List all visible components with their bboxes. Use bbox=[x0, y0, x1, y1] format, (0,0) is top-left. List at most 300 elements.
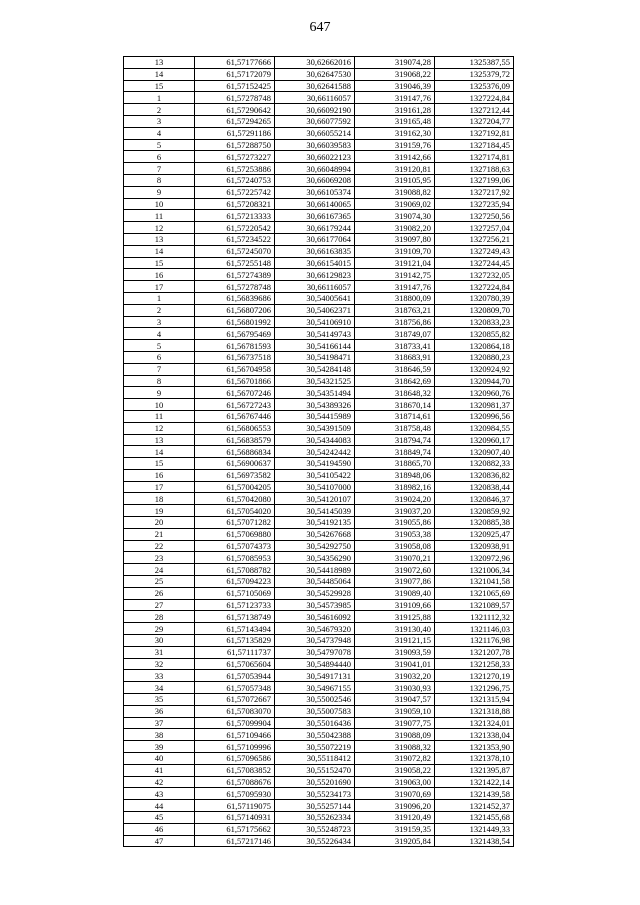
latitude-cell: 61,57152425 bbox=[195, 80, 275, 92]
point-number-cell: 2 bbox=[124, 104, 195, 116]
x-coordinate-cell: 319072,60 bbox=[355, 564, 435, 576]
longitude-cell: 30,54105422 bbox=[275, 469, 355, 481]
x-coordinate-cell: 318648,32 bbox=[355, 387, 435, 399]
latitude-cell: 61,57217146 bbox=[195, 835, 275, 847]
y-coordinate-cell: 1320885,38 bbox=[435, 517, 514, 529]
y-coordinate-cell: 1321439,58 bbox=[435, 788, 514, 800]
point-number-cell: 17 bbox=[124, 281, 195, 293]
table-row bbox=[124, 80, 514, 92]
x-coordinate-cell: 318733,41 bbox=[355, 340, 435, 352]
latitude-cell: 61,57208321 bbox=[195, 198, 275, 210]
point-number-cell: 15 bbox=[124, 458, 195, 470]
point-number-cell: 16 bbox=[124, 469, 195, 481]
latitude-cell: 61,57105069 bbox=[195, 587, 275, 599]
y-coordinate-cell: 1320960,76 bbox=[435, 387, 514, 399]
latitude-cell: 61,57172079 bbox=[195, 68, 275, 80]
y-coordinate-cell: 1327199,06 bbox=[435, 174, 514, 186]
x-coordinate-cell: 319063,00 bbox=[355, 776, 435, 788]
x-coordinate-cell: 319032,20 bbox=[355, 670, 435, 682]
x-coordinate-cell: 319069,02 bbox=[355, 198, 435, 210]
longitude-cell: 30,54005641 bbox=[275, 292, 355, 304]
point-number-cell: 29 bbox=[124, 623, 195, 635]
point-number-cell: 14 bbox=[124, 446, 195, 458]
y-coordinate-cell: 1321452,37 bbox=[435, 800, 514, 812]
table-row bbox=[124, 635, 514, 647]
latitude-cell: 61,57225742 bbox=[195, 186, 275, 198]
x-coordinate-cell: 319089,40 bbox=[355, 587, 435, 599]
y-coordinate-cell: 1320780,39 bbox=[435, 292, 514, 304]
x-coordinate-cell: 319165,48 bbox=[355, 115, 435, 127]
x-coordinate-cell: 319161,28 bbox=[355, 104, 435, 116]
point-number-cell: 10 bbox=[124, 399, 195, 411]
y-coordinate-cell: 1327212,44 bbox=[435, 104, 514, 116]
longitude-cell: 30,54351494 bbox=[275, 387, 355, 399]
point-number-cell: 26 bbox=[124, 587, 195, 599]
y-coordinate-cell: 1320836,82 bbox=[435, 469, 514, 481]
y-coordinate-cell: 1320838,44 bbox=[435, 481, 514, 493]
table-row bbox=[124, 446, 514, 458]
latitude-cell: 61,57234522 bbox=[195, 233, 275, 245]
table-row bbox=[124, 623, 514, 635]
table-row bbox=[124, 198, 514, 210]
x-coordinate-cell: 319109,70 bbox=[355, 245, 435, 257]
table-row bbox=[124, 682, 514, 694]
longitude-cell: 30,54149743 bbox=[275, 328, 355, 340]
x-coordinate-cell: 319088,32 bbox=[355, 741, 435, 753]
point-number-cell: 18 bbox=[124, 493, 195, 505]
latitude-cell: 61,57291186 bbox=[195, 127, 275, 139]
table-row bbox=[124, 351, 514, 363]
latitude-cell: 61,57245070 bbox=[195, 245, 275, 257]
x-coordinate-cell: 318749,07 bbox=[355, 328, 435, 340]
point-number-cell: 9 bbox=[124, 387, 195, 399]
latitude-cell: 61,56707246 bbox=[195, 387, 275, 399]
point-number-cell: 7 bbox=[124, 163, 195, 175]
y-coordinate-cell: 1320984,55 bbox=[435, 422, 514, 434]
table-row bbox=[124, 517, 514, 529]
y-coordinate-cell: 1321338,04 bbox=[435, 729, 514, 741]
latitude-cell: 61,57288750 bbox=[195, 139, 275, 151]
x-coordinate-cell: 319053,38 bbox=[355, 528, 435, 540]
table-row bbox=[124, 410, 514, 422]
longitude-cell: 30,66129823 bbox=[275, 269, 355, 281]
latitude-cell: 61,57240753 bbox=[195, 174, 275, 186]
longitude-cell: 30,54120107 bbox=[275, 493, 355, 505]
latitude-cell: 61,56727243 bbox=[195, 399, 275, 411]
x-coordinate-cell: 319147,76 bbox=[355, 281, 435, 293]
table-row bbox=[124, 587, 514, 599]
y-coordinate-cell: 1321258,33 bbox=[435, 658, 514, 670]
x-coordinate-cell: 319058,22 bbox=[355, 764, 435, 776]
longitude-cell: 30,66140065 bbox=[275, 198, 355, 210]
longitude-cell: 30,66105374 bbox=[275, 186, 355, 198]
longitude-cell: 30,54391509 bbox=[275, 422, 355, 434]
point-number-cell: 23 bbox=[124, 552, 195, 564]
point-number-cell: 24 bbox=[124, 564, 195, 576]
point-number-cell: 12 bbox=[124, 222, 195, 234]
x-coordinate-cell: 318670,14 bbox=[355, 399, 435, 411]
x-coordinate-cell: 319130,40 bbox=[355, 623, 435, 635]
x-coordinate-cell: 319070,21 bbox=[355, 552, 435, 564]
latitude-cell: 61,56801992 bbox=[195, 316, 275, 328]
table-row bbox=[124, 646, 514, 658]
table-row bbox=[124, 717, 514, 729]
table-row bbox=[124, 422, 514, 434]
x-coordinate-cell: 319121,15 bbox=[355, 635, 435, 647]
longitude-cell: 30,54917131 bbox=[275, 670, 355, 682]
latitude-cell: 61,57083070 bbox=[195, 705, 275, 717]
y-coordinate-cell: 1320846,37 bbox=[435, 493, 514, 505]
table-row bbox=[124, 233, 514, 245]
longitude-cell: 30,55234173 bbox=[275, 788, 355, 800]
longitude-cell: 30,54485064 bbox=[275, 576, 355, 588]
point-number-cell: 5 bbox=[124, 340, 195, 352]
point-number-cell: 4 bbox=[124, 127, 195, 139]
point-number-cell: 36 bbox=[124, 705, 195, 717]
longitude-cell: 30,54166144 bbox=[275, 340, 355, 352]
page-number: 647 bbox=[309, 20, 331, 35]
point-number-cell: 3 bbox=[124, 316, 195, 328]
longitude-cell: 30,66116057 bbox=[275, 281, 355, 293]
point-number-cell: 6 bbox=[124, 151, 195, 163]
coordinates-table bbox=[123, 56, 514, 847]
y-coordinate-cell: 1321006,34 bbox=[435, 564, 514, 576]
x-coordinate-cell: 318758,48 bbox=[355, 422, 435, 434]
point-number-cell: 41 bbox=[124, 764, 195, 776]
latitude-cell: 61,57088676 bbox=[195, 776, 275, 788]
longitude-cell: 30,54284148 bbox=[275, 363, 355, 375]
table-row bbox=[124, 375, 514, 387]
x-coordinate-cell: 319109,66 bbox=[355, 599, 435, 611]
point-number-cell: 33 bbox=[124, 670, 195, 682]
longitude-cell: 30,54145039 bbox=[275, 505, 355, 517]
point-number-cell: 4 bbox=[124, 328, 195, 340]
point-number-cell: 7 bbox=[124, 363, 195, 375]
x-coordinate-cell: 318794,74 bbox=[355, 434, 435, 446]
latitude-cell: 61,57278748 bbox=[195, 281, 275, 293]
point-number-cell: 13 bbox=[124, 233, 195, 245]
latitude-cell: 61,56737518 bbox=[195, 351, 275, 363]
table-row bbox=[124, 104, 514, 116]
y-coordinate-cell: 1320907,40 bbox=[435, 446, 514, 458]
table-row bbox=[124, 387, 514, 399]
longitude-cell: 30,66116057 bbox=[275, 92, 355, 104]
table-row bbox=[124, 245, 514, 257]
point-number-cell: 28 bbox=[124, 611, 195, 623]
coordinates-table-body bbox=[124, 57, 514, 847]
latitude-cell: 61,57083852 bbox=[195, 764, 275, 776]
table-row bbox=[124, 823, 514, 835]
y-coordinate-cell: 1327188,63 bbox=[435, 163, 514, 175]
table-row bbox=[124, 469, 514, 481]
y-coordinate-cell: 1320925,47 bbox=[435, 528, 514, 540]
x-coordinate-cell: 319162,30 bbox=[355, 127, 435, 139]
y-coordinate-cell: 1321296,75 bbox=[435, 682, 514, 694]
x-coordinate-cell: 319030,93 bbox=[355, 682, 435, 694]
longitude-cell: 30,66154015 bbox=[275, 257, 355, 269]
point-number-cell: 2 bbox=[124, 304, 195, 316]
latitude-cell: 61,57074373 bbox=[195, 540, 275, 552]
table-row bbox=[124, 269, 514, 281]
table-row bbox=[124, 753, 514, 765]
point-number-cell: 22 bbox=[124, 540, 195, 552]
x-coordinate-cell: 319205,84 bbox=[355, 835, 435, 847]
table-row bbox=[124, 788, 514, 800]
latitude-cell: 61,57094223 bbox=[195, 576, 275, 588]
table-row bbox=[124, 127, 514, 139]
longitude-cell: 30,55118412 bbox=[275, 753, 355, 765]
x-coordinate-cell: 319077,86 bbox=[355, 576, 435, 588]
latitude-cell: 61,56701866 bbox=[195, 375, 275, 387]
x-coordinate-cell: 318642,69 bbox=[355, 375, 435, 387]
x-coordinate-cell: 319142,75 bbox=[355, 269, 435, 281]
longitude-cell: 30,66048994 bbox=[275, 163, 355, 175]
y-coordinate-cell: 1321041,58 bbox=[435, 576, 514, 588]
longitude-cell: 30,55072219 bbox=[275, 741, 355, 753]
y-coordinate-cell: 1327174,81 bbox=[435, 151, 514, 163]
point-number-cell: 14 bbox=[124, 245, 195, 257]
longitude-cell: 30,62641588 bbox=[275, 80, 355, 92]
y-coordinate-cell: 1327235,94 bbox=[435, 198, 514, 210]
point-number-cell: 31 bbox=[124, 646, 195, 658]
x-coordinate-cell: 319147,76 bbox=[355, 92, 435, 104]
x-coordinate-cell: 319088,82 bbox=[355, 186, 435, 198]
table-row bbox=[124, 340, 514, 352]
table-row bbox=[124, 57, 514, 69]
longitude-cell: 30,54194590 bbox=[275, 458, 355, 470]
latitude-cell: 61,57274389 bbox=[195, 269, 275, 281]
longitude-cell: 30,54616092 bbox=[275, 611, 355, 623]
y-coordinate-cell: 1327256,21 bbox=[435, 233, 514, 245]
x-coordinate-cell: 319077,75 bbox=[355, 717, 435, 729]
x-coordinate-cell: 319068,22 bbox=[355, 68, 435, 80]
table-row bbox=[124, 92, 514, 104]
x-coordinate-cell: 319093,59 bbox=[355, 646, 435, 658]
latitude-cell: 61,56806553 bbox=[195, 422, 275, 434]
longitude-cell: 30,55042388 bbox=[275, 729, 355, 741]
latitude-cell: 61,57071282 bbox=[195, 517, 275, 529]
point-number-cell: 17 bbox=[124, 481, 195, 493]
point-number-cell: 9 bbox=[124, 186, 195, 198]
longitude-cell: 30,62647530 bbox=[275, 68, 355, 80]
latitude-cell: 61,57109466 bbox=[195, 729, 275, 741]
y-coordinate-cell: 1320882,33 bbox=[435, 458, 514, 470]
longitude-cell: 30,54529928 bbox=[275, 587, 355, 599]
longitude-cell: 30,54062371 bbox=[275, 304, 355, 316]
table-row bbox=[124, 776, 514, 788]
x-coordinate-cell: 319097,80 bbox=[355, 233, 435, 245]
x-coordinate-cell: 319125,88 bbox=[355, 611, 435, 623]
y-coordinate-cell: 1320833,23 bbox=[435, 316, 514, 328]
x-coordinate-cell: 318865,70 bbox=[355, 458, 435, 470]
point-number-cell: 11 bbox=[124, 210, 195, 222]
latitude-cell: 61,57109996 bbox=[195, 741, 275, 753]
longitude-cell: 30,54573985 bbox=[275, 599, 355, 611]
table-row bbox=[124, 281, 514, 293]
table-row bbox=[124, 222, 514, 234]
y-coordinate-cell: 1321455,68 bbox=[435, 812, 514, 824]
y-coordinate-cell: 1320859,92 bbox=[435, 505, 514, 517]
point-number-cell: 42 bbox=[124, 776, 195, 788]
point-number-cell: 13 bbox=[124, 57, 195, 69]
x-coordinate-cell: 318714,61 bbox=[355, 410, 435, 422]
longitude-cell: 30,55226434 bbox=[275, 835, 355, 847]
table-row bbox=[124, 576, 514, 588]
point-number-cell: 16 bbox=[124, 269, 195, 281]
latitude-cell: 61,57054020 bbox=[195, 505, 275, 517]
table-row bbox=[124, 316, 514, 328]
longitude-cell: 30,66179244 bbox=[275, 222, 355, 234]
table-row bbox=[124, 210, 514, 222]
longitude-cell: 30,54321525 bbox=[275, 375, 355, 387]
point-number-cell: 5 bbox=[124, 139, 195, 151]
longitude-cell: 30,54106910 bbox=[275, 316, 355, 328]
y-coordinate-cell: 1327249,43 bbox=[435, 245, 514, 257]
table-row bbox=[124, 705, 514, 717]
point-number-cell: 27 bbox=[124, 599, 195, 611]
point-number-cell: 19 bbox=[124, 505, 195, 517]
table-row bbox=[124, 670, 514, 682]
latitude-cell: 61,57085953 bbox=[195, 552, 275, 564]
table-row bbox=[124, 528, 514, 540]
point-number-cell: 14 bbox=[124, 68, 195, 80]
y-coordinate-cell: 1321270,19 bbox=[435, 670, 514, 682]
point-number-cell: 6 bbox=[124, 351, 195, 363]
latitude-cell: 61,57255148 bbox=[195, 257, 275, 269]
y-coordinate-cell: 1320972,96 bbox=[435, 552, 514, 564]
x-coordinate-cell: 319120,49 bbox=[355, 812, 435, 824]
point-number-cell: 43 bbox=[124, 788, 195, 800]
x-coordinate-cell: 319041,01 bbox=[355, 658, 435, 670]
y-coordinate-cell: 1327257,04 bbox=[435, 222, 514, 234]
longitude-cell: 30,54418989 bbox=[275, 564, 355, 576]
table-row bbox=[124, 151, 514, 163]
table-row bbox=[124, 174, 514, 186]
x-coordinate-cell: 318849,74 bbox=[355, 446, 435, 458]
longitude-cell: 30,55248723 bbox=[275, 823, 355, 835]
latitude-cell: 61,56886834 bbox=[195, 446, 275, 458]
latitude-cell: 61,56839686 bbox=[195, 292, 275, 304]
x-coordinate-cell: 319096,20 bbox=[355, 800, 435, 812]
y-coordinate-cell: 1321449,33 bbox=[435, 823, 514, 835]
point-number-cell: 11 bbox=[124, 410, 195, 422]
y-coordinate-cell: 1321146,03 bbox=[435, 623, 514, 635]
latitude-cell: 61,57138749 bbox=[195, 611, 275, 623]
y-coordinate-cell: 1327192,81 bbox=[435, 127, 514, 139]
y-coordinate-cell: 1320880,23 bbox=[435, 351, 514, 363]
table-row bbox=[124, 611, 514, 623]
latitude-cell: 61,57253886 bbox=[195, 163, 275, 175]
latitude-cell: 61,57294265 bbox=[195, 115, 275, 127]
y-coordinate-cell: 1320981,37 bbox=[435, 399, 514, 411]
y-coordinate-cell: 1320944,70 bbox=[435, 375, 514, 387]
x-coordinate-cell: 319037,20 bbox=[355, 505, 435, 517]
latitude-cell: 61,57290642 bbox=[195, 104, 275, 116]
longitude-cell: 30,66069208 bbox=[275, 174, 355, 186]
x-coordinate-cell: 319055,86 bbox=[355, 517, 435, 529]
longitude-cell: 30,66022123 bbox=[275, 151, 355, 163]
point-number-cell: 8 bbox=[124, 375, 195, 387]
longitude-cell: 30,55257144 bbox=[275, 800, 355, 812]
point-number-cell: 37 bbox=[124, 717, 195, 729]
table-row bbox=[124, 694, 514, 706]
latitude-cell: 61,57099904 bbox=[195, 717, 275, 729]
x-coordinate-cell: 318982,16 bbox=[355, 481, 435, 493]
y-coordinate-cell: 1325376,09 bbox=[435, 80, 514, 92]
point-number-cell: 32 bbox=[124, 658, 195, 670]
y-coordinate-cell: 1327244,45 bbox=[435, 257, 514, 269]
point-number-cell: 15 bbox=[124, 257, 195, 269]
longitude-cell: 30,55201690 bbox=[275, 776, 355, 788]
latitude-cell: 61,57088782 bbox=[195, 564, 275, 576]
longitude-cell: 30,54389326 bbox=[275, 399, 355, 411]
y-coordinate-cell: 1327224,84 bbox=[435, 281, 514, 293]
latitude-cell: 61,56900637 bbox=[195, 458, 275, 470]
point-number-cell: 10 bbox=[124, 198, 195, 210]
y-coordinate-cell: 1321318,88 bbox=[435, 705, 514, 717]
table-row bbox=[124, 800, 514, 812]
table-row bbox=[124, 304, 514, 316]
table-row bbox=[124, 552, 514, 564]
latitude-cell: 61,57177666 bbox=[195, 57, 275, 69]
latitude-cell: 61,57111737 bbox=[195, 646, 275, 658]
point-number-cell: 1 bbox=[124, 92, 195, 104]
longitude-cell: 30,54967155 bbox=[275, 682, 355, 694]
y-coordinate-cell: 1327232,05 bbox=[435, 269, 514, 281]
x-coordinate-cell: 318948,06 bbox=[355, 469, 435, 481]
point-number-cell: 44 bbox=[124, 800, 195, 812]
y-coordinate-cell: 1320996,56 bbox=[435, 410, 514, 422]
x-coordinate-cell: 319047,57 bbox=[355, 694, 435, 706]
table-row bbox=[124, 741, 514, 753]
y-coordinate-cell: 1321315,94 bbox=[435, 694, 514, 706]
latitude-cell: 61,57220542 bbox=[195, 222, 275, 234]
point-number-cell: 12 bbox=[124, 422, 195, 434]
y-coordinate-cell: 1320809,70 bbox=[435, 304, 514, 316]
x-coordinate-cell: 318756,86 bbox=[355, 316, 435, 328]
y-coordinate-cell: 1321395,87 bbox=[435, 764, 514, 776]
x-coordinate-cell: 319159,76 bbox=[355, 139, 435, 151]
y-coordinate-cell: 1321176,98 bbox=[435, 635, 514, 647]
longitude-cell: 30,66167365 bbox=[275, 210, 355, 222]
table-row bbox=[124, 658, 514, 670]
table-row bbox=[124, 257, 514, 269]
x-coordinate-cell: 319024,20 bbox=[355, 493, 435, 505]
longitude-cell: 30,54797078 bbox=[275, 646, 355, 658]
x-coordinate-cell: 319159,35 bbox=[355, 823, 435, 835]
x-coordinate-cell: 319088,09 bbox=[355, 729, 435, 741]
latitude-cell: 61,57273227 bbox=[195, 151, 275, 163]
x-coordinate-cell: 318800,09 bbox=[355, 292, 435, 304]
table-row bbox=[124, 599, 514, 611]
latitude-cell: 61,57004205 bbox=[195, 481, 275, 493]
point-number-cell: 20 bbox=[124, 517, 195, 529]
y-coordinate-cell: 1320864,18 bbox=[435, 340, 514, 352]
point-number-cell: 8 bbox=[124, 174, 195, 186]
longitude-cell: 30,54415989 bbox=[275, 410, 355, 422]
table-row bbox=[124, 564, 514, 576]
y-coordinate-cell: 1327204,77 bbox=[435, 115, 514, 127]
longitude-cell: 30,55002546 bbox=[275, 694, 355, 706]
x-coordinate-cell: 319046,39 bbox=[355, 80, 435, 92]
latitude-cell: 61,57175662 bbox=[195, 823, 275, 835]
x-coordinate-cell: 319058,08 bbox=[355, 540, 435, 552]
latitude-cell: 61,57069880 bbox=[195, 528, 275, 540]
point-number-cell: 45 bbox=[124, 812, 195, 824]
point-number-cell: 3 bbox=[124, 115, 195, 127]
y-coordinate-cell: 1327250,56 bbox=[435, 210, 514, 222]
table-row bbox=[124, 328, 514, 340]
